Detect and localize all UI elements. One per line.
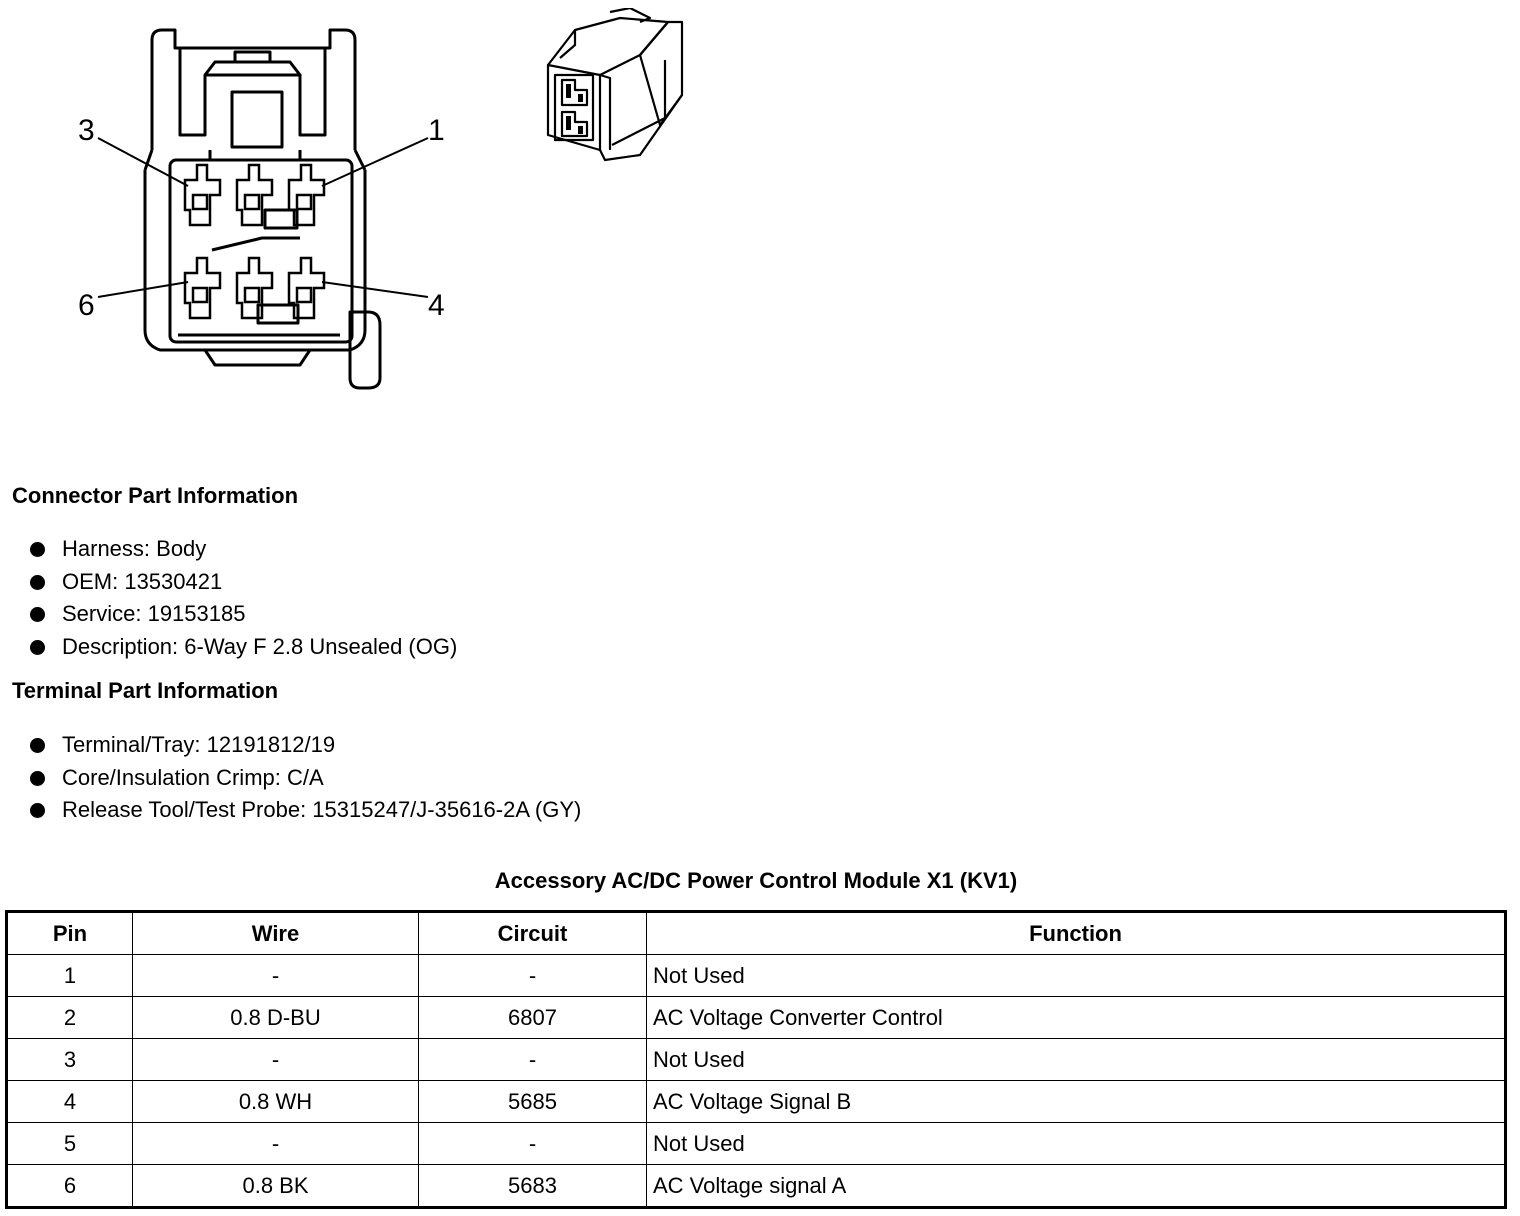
cell-function: Not Used bbox=[647, 1039, 1506, 1081]
cell-wire: - bbox=[133, 1123, 419, 1165]
callout-line-1 bbox=[322, 138, 428, 186]
list-item: Core/Insulation Crimp: C/A bbox=[28, 762, 581, 795]
bullet-icon bbox=[30, 607, 45, 622]
pin-table bbox=[5, 910, 1507, 1209]
header-wire: Wire bbox=[133, 912, 419, 955]
table-row bbox=[7, 1123, 1506, 1165]
connector-face-diagram bbox=[60, 15, 480, 400]
cell-circuit: 6807 bbox=[419, 997, 647, 1039]
cell-circuit: 5685 bbox=[419, 1081, 647, 1123]
cell-pin: 1 bbox=[7, 955, 133, 997]
bullet-icon bbox=[30, 542, 45, 557]
callout-label-3: 3 bbox=[78, 114, 95, 147]
cell-function: Not Used bbox=[647, 955, 1506, 997]
cell-circuit: - bbox=[419, 955, 647, 997]
table-row bbox=[7, 1039, 1506, 1081]
pin-table-title: Accessory AC/DC Power Control Module X1 (KV1) bbox=[494, 868, 1018, 893]
callout-line-4 bbox=[322, 282, 428, 297]
cell-pin: 5 bbox=[7, 1123, 133, 1165]
connector-part-info-list bbox=[28, 533, 457, 664]
list-item: Description: 6-Way F 2.8 Unsealed (OG) bbox=[28, 631, 457, 664]
bullet-icon bbox=[30, 803, 45, 818]
header-function: Function bbox=[647, 912, 1506, 955]
cell-wire: 0.8 BK bbox=[133, 1165, 419, 1208]
cell-circuit: - bbox=[419, 1123, 647, 1165]
cell-pin: 2 bbox=[7, 997, 133, 1039]
table-row bbox=[7, 955, 1506, 997]
header-circuit: Circuit bbox=[419, 912, 647, 955]
connector-part-info-heading: Connector Part Information bbox=[12, 483, 299, 508]
callout-line-3 bbox=[98, 138, 188, 186]
cell-function: AC Voltage Converter Control bbox=[647, 997, 1506, 1039]
list-item: Terminal/Tray: 12191812/19 bbox=[28, 729, 581, 762]
list-item: Service: 19153185 bbox=[28, 598, 457, 631]
callout-label-4: 4 bbox=[428, 289, 445, 322]
cell-pin: 6 bbox=[7, 1165, 133, 1208]
table-row bbox=[7, 997, 1506, 1039]
cell-function: AC Voltage signal A bbox=[647, 1165, 1506, 1208]
terminal-part-info-heading: Terminal Part Information bbox=[12, 678, 279, 703]
bullet-icon bbox=[30, 738, 45, 753]
list-item: OEM: 13530421 bbox=[28, 566, 457, 599]
terminal-part-info-list bbox=[28, 729, 581, 827]
callout-label-6: 6 bbox=[78, 289, 95, 322]
cell-circuit: - bbox=[419, 1039, 647, 1081]
header-pin: Pin bbox=[7, 912, 133, 955]
cell-wire: - bbox=[133, 955, 419, 997]
cell-function: AC Voltage Signal B bbox=[647, 1081, 1506, 1123]
bullet-icon bbox=[30, 771, 45, 786]
cell-pin: 4 bbox=[7, 1081, 133, 1123]
list-item: Harness: Body bbox=[28, 533, 457, 566]
connector-isometric-diagram bbox=[540, 8, 690, 168]
cell-wire: 0.8 WH bbox=[133, 1081, 419, 1123]
list-item: Release Tool/Test Probe: 15315247/J-35616-2A (GY) bbox=[28, 794, 581, 827]
cell-circuit: 5683 bbox=[419, 1165, 647, 1208]
callout-label-1: 1 bbox=[428, 114, 445, 147]
cell-pin: 3 bbox=[7, 1039, 133, 1081]
cell-wire: 0.8 D-BU bbox=[133, 997, 419, 1039]
bullet-icon bbox=[30, 640, 45, 655]
table-row bbox=[7, 1081, 1506, 1123]
cell-function: Not Used bbox=[647, 1123, 1506, 1165]
table-header-row bbox=[7, 912, 1506, 955]
bullet-icon bbox=[30, 575, 45, 590]
callout-line-6 bbox=[98, 282, 188, 297]
table-row bbox=[7, 1165, 1506, 1208]
cell-wire: - bbox=[133, 1039, 419, 1081]
